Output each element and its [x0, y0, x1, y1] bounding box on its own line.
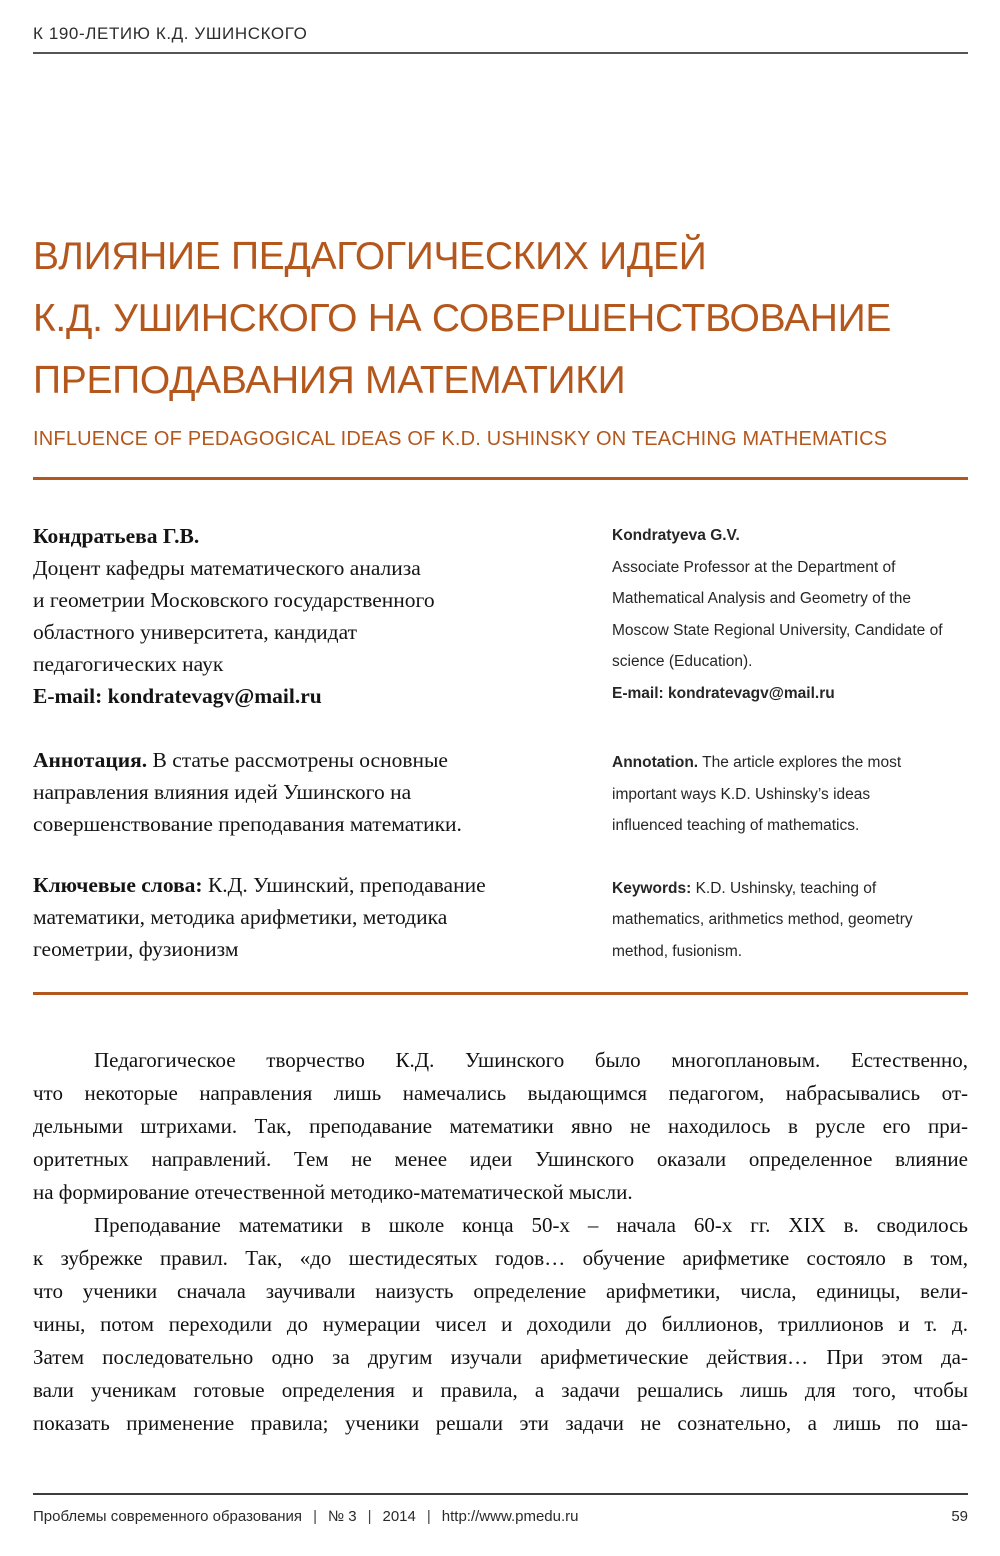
abstract-ru-label: Аннотация.: [33, 748, 148, 772]
author-affiliation-ru-2: и геометрии Московского государственного: [33, 588, 435, 612]
body-line: что ученики сначала заучивали наизусть определение арифметики, числа, единицы, вели-: [33, 1279, 968, 1303]
footer-journal-info: [33, 1508, 579, 1525]
body-line: на формирование отечественной методико-математической мысли.: [33, 1180, 633, 1204]
author-affiliation-ru-1: Доцент кафедры математического анализа: [33, 556, 421, 580]
body-line: оритетных направлений. Тем не менее идеи Ушинского оказали определенное влияние: [33, 1147, 968, 1171]
issue-year: 2014: [382, 1508, 416, 1525]
keywords-en-label: Keywords:: [612, 879, 692, 897]
body-paragraph-1: [33, 1044, 968, 1209]
abstract-en-line-2: important ways K.D. Ushinsky’s ideas: [612, 785, 871, 803]
author-affiliation-en-1: Associate Professor at the Department of: [612, 558, 896, 576]
author-abstract-columns: [33, 520, 968, 967]
footer-separator: |: [313, 1508, 317, 1525]
journal-title: Проблемы современного образования: [33, 1508, 303, 1525]
body-line: Преподавание математики в школе конца 50-х – начала 60-х гг. XIX в. сводилось: [94, 1213, 968, 1237]
article-title-ru: [33, 226, 968, 412]
author-name-en: Kondratyeva G.V.: [612, 527, 740, 544]
journal-url: http://www.pmedu.ru: [441, 1508, 579, 1525]
keywords-en-line-1: K.D. Ushinsky, teaching of: [695, 879, 877, 897]
article-page: [0, 24, 1000, 1556]
keywords-ru-line-3: геометрии, фузионизм: [33, 937, 239, 961]
author-affiliation-ru-4: педагогических наук: [33, 652, 224, 676]
abstract-en-line-3: influenced teaching of mathematics.: [612, 817, 860, 834]
abstract-en-line-1: The article explores the most: [702, 754, 902, 771]
article-title-en: INFLUENCE OF PEDAGOGICAL IDEAS OF K.D. USHINSKY ON TEACHING MATHEMATICS: [33, 428, 888, 450]
body-paragraph-2: [33, 1209, 968, 1440]
body-line: дельными штрихами. Так, преподавание математики явно не находилось в русле его при-: [33, 1114, 968, 1138]
keywords-en-line-3: method, fusionism.: [612, 942, 743, 960]
page-number: 59: [951, 1508, 968, 1525]
abstract-en: [612, 747, 968, 842]
body-line: к зубрежке правил. Так, «до шестидесятых годов… обучение арифметике состояло в том,: [33, 1246, 968, 1270]
article-body: [33, 1044, 968, 1440]
title-line-3: ПРЕПОДАВАНИЯ МАТЕМАТИКИ: [33, 359, 626, 402]
author-email-en: E-mail: kondratevagv@mail.ru: [612, 684, 835, 702]
author-affiliation-en-3: Moscow State Regional University, Candidate of: [612, 621, 943, 639]
footer-separator: |: [367, 1508, 372, 1525]
body-line: что некоторые направления лишь намечались выдающимся педагогом, набрасывались от-: [33, 1081, 968, 1105]
author-affiliation-en-2: Mathematical Analysis and Geometry of the: [612, 590, 911, 607]
abstract-en-label: Annotation.: [612, 754, 699, 771]
header-rule: [33, 52, 968, 54]
column-russian: [33, 520, 578, 967]
accent-rule-top: [33, 477, 968, 480]
keywords-en-line-2: mathematics, arithmetics method, geometry: [612, 911, 913, 928]
keywords-ru-line-1: К.Д. Ушинский, преподавание: [207, 873, 486, 897]
title-line-2: К.Д. УШИНСКОГО НА СОВЕРШЕНСТВОВАНИЕ: [33, 297, 892, 340]
title-line-1: ВЛИЯНИЕ ПЕДАГОГИЧЕСКИХ ИДЕЙ: [33, 235, 707, 278]
author-affiliation-en-4: science (Education).: [612, 653, 753, 670]
abstract-ru-line-1: В статье рассмотрены основные: [152, 748, 448, 772]
page-footer: [33, 1493, 968, 1525]
footer-separator: |: [426, 1508, 431, 1525]
accent-rule-bottom: [33, 992, 968, 995]
abstract-ru-line-3: совершенствование преподавания математики.: [33, 812, 462, 836]
abstract-ru: [33, 744, 578, 840]
keywords-ru-line-2: математики, методика арифметики, методика: [33, 905, 448, 929]
body-line: вали ученикам готовые определения и правила, а задачи решались лишь для того, чтобы: [33, 1378, 968, 1402]
keywords-en: [612, 873, 968, 968]
author-affiliation-ru-3: областного университета, кандидат: [33, 620, 357, 644]
body-line: показать применение правила; ученики решали эти задачи не сознательно, а лишь по ша-: [33, 1411, 968, 1435]
running-head: К 190-ЛЕТИЮ К.Д. УШИНСКОГО: [33, 24, 308, 43]
author-email-ru: E-mail: kondratevagv@mail.ru: [33, 684, 322, 708]
body-line: Педагогическое творчество К.Д. Ушинского было многоплановым. Естественно,: [94, 1048, 968, 1072]
body-line: Затем последовательно одно за другим изучали арифметические действия… При этом да-: [33, 1345, 968, 1369]
keywords-ru: [33, 869, 578, 965]
abstract-ru-line-2: направления влияния идей Ушинского на: [33, 780, 412, 804]
keywords-ru-label: Ключевые слова:: [33, 873, 203, 897]
issue-number: № 3: [327, 1508, 357, 1525]
column-english: [612, 520, 968, 967]
author-name-ru: Кондратьева Г.В.: [33, 524, 200, 548]
body-line: чины, потом переходили до нумерации чисел и доходили до биллионов, триллионов и т. д.: [33, 1312, 968, 1336]
